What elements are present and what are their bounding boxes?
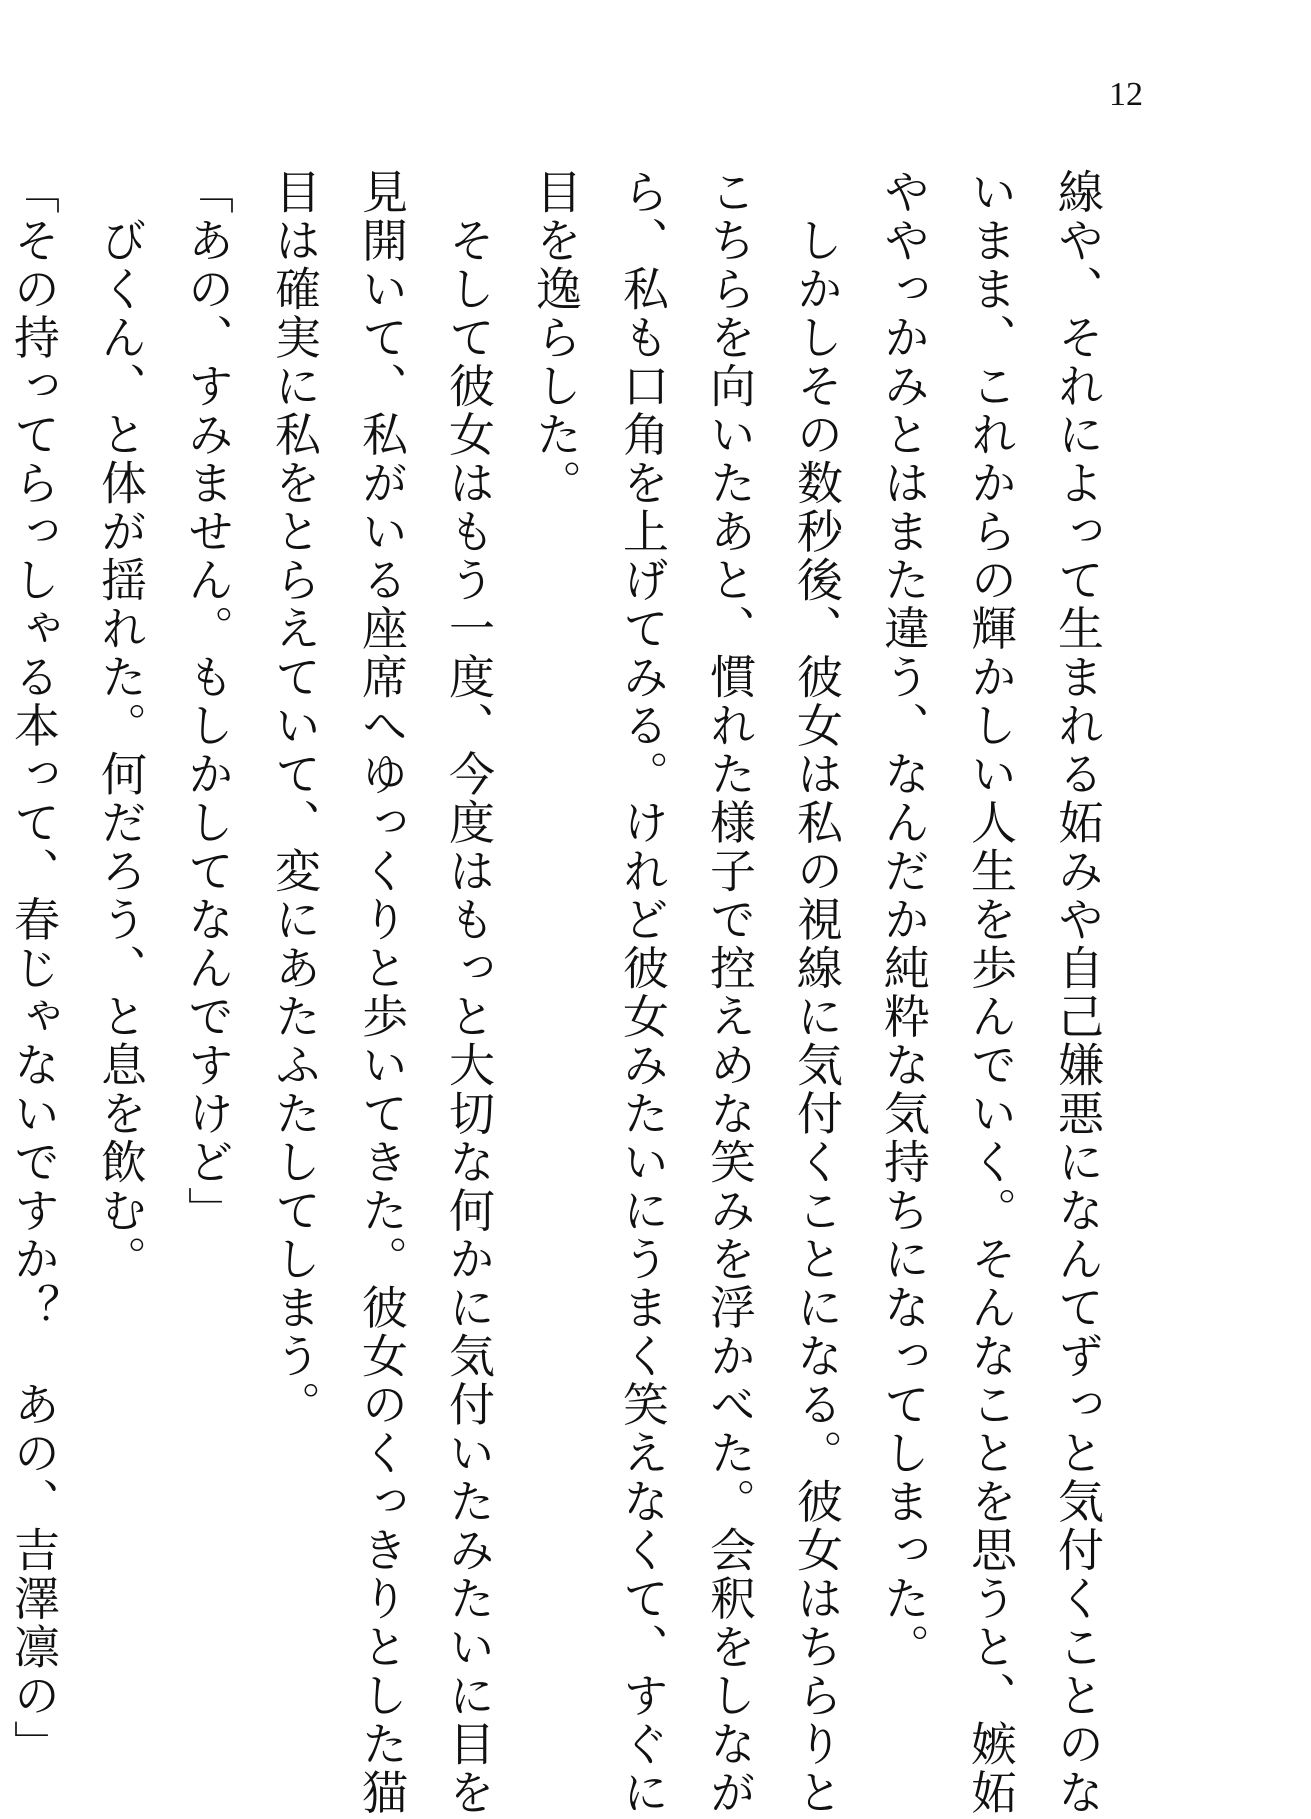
text-line: 「その持ってらっしゃる本って、春じゃないですか？ あの、吉澤凛の」 [7, 168, 61, 1769]
text-line: ややっかみとはまた違う、なんだか純粋な気持ちになってしまった。 [877, 168, 931, 1672]
text-line: ら、私も口角を上げてみる。けれど彼女みたいにうまく笑えなくて、すぐに [616, 168, 670, 1817]
text-line: びくん、と体が揺れた。何だろう、と息を飲む。 [94, 168, 148, 1284]
text-line: そして彼女はもう一度、今度はもっと大切な何かに気付いたみたいに目を [442, 168, 496, 1817]
page-number: 12 [1109, 76, 1143, 113]
text-line: いまま、これからの輝かしい人生を歩んでいく。そんなことを思うと、嫉妬 [964, 168, 1018, 1817]
body-text [0, 168, 1121, 1817]
text-line: しかしその数秒後、彼女は私の視線に気付くことになる。彼女はちらりと [790, 168, 844, 1817]
text-line: こちらを向いたあと、慣れた様子で控えめな笑みを浮かべた。会釈をしなが [703, 168, 757, 1817]
text-line: 目は確実に私をとらえていて、変にあたふたしてしまう。 [268, 168, 322, 1429]
text-line: 線や、それによって生まれる妬みや自己嫌悪になんてずっと気付くことのな [1051, 168, 1105, 1817]
text-line: 目を逸らした。 [529, 168, 583, 508]
text-line: 「あの、すみません。もしかしてなんですけど」 [181, 168, 235, 1235]
text-line: 見開いて、私がいる座席へゆっくりと歩いてきた。彼女のくっきりとした猫 [355, 168, 409, 1817]
